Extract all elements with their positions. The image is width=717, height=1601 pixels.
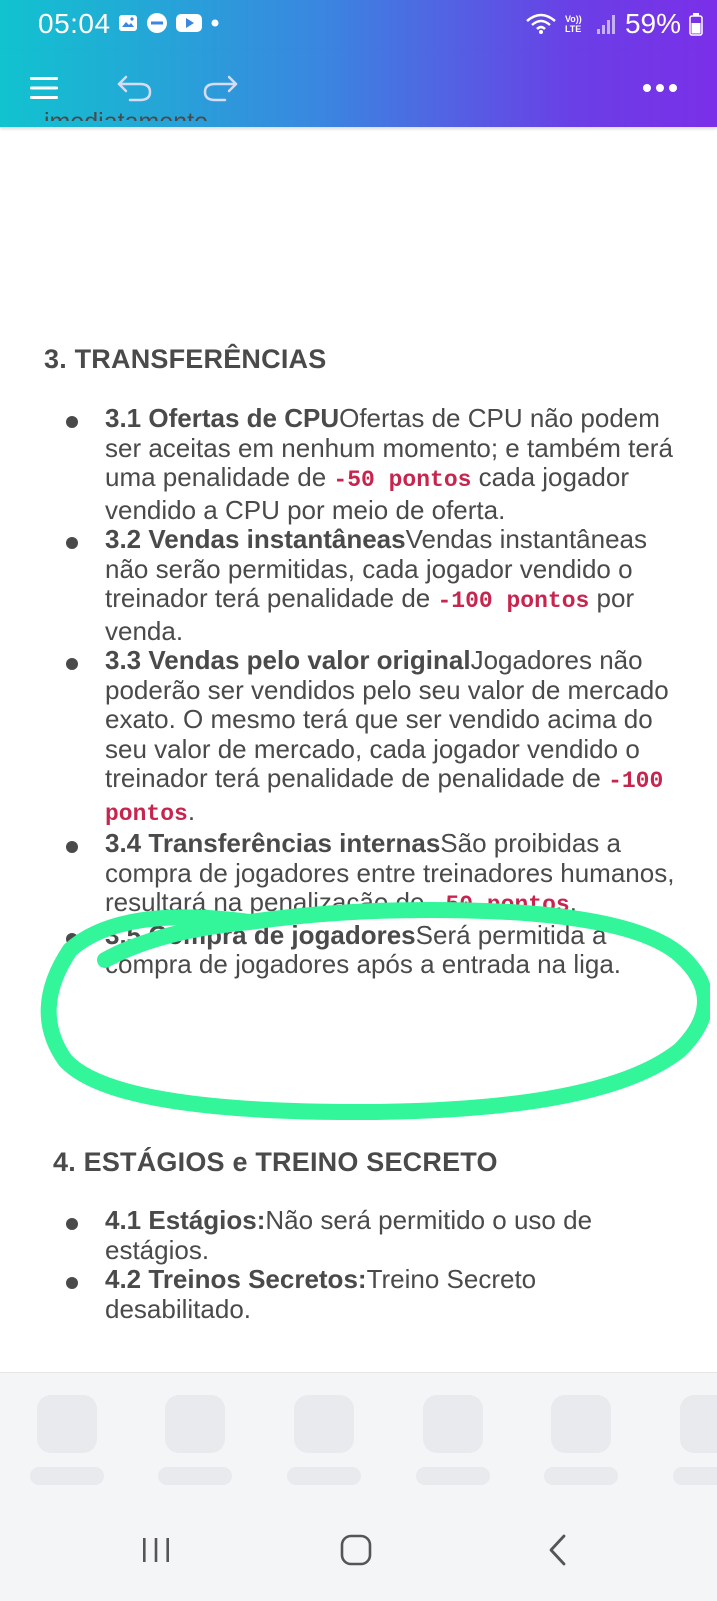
item-heading: 3.3 Vendas pelo valor original	[105, 645, 471, 675]
item-text: Não será permitido o uso de estágios.	[105, 1205, 593, 1265]
menu-icon[interactable]	[20, 64, 68, 112]
item-text-after: .	[569, 887, 577, 917]
item-heading: 3.4 Transferências internas	[105, 828, 441, 858]
recent-apps-icon	[140, 1536, 172, 1564]
battery-percent: 59%	[624, 8, 681, 39]
section-3-list	[66, 404, 686, 980]
wifi-icon	[525, 12, 557, 36]
section-4-title: 4. ESTÁGIOS e TREINO SECRETO	[53, 1147, 498, 1177]
item-text: São proibidas a compra de jogadores entre treinadores humanos, resultará na penalização de	[105, 828, 675, 917]
more-icon[interactable]	[636, 64, 684, 112]
tool-placeholder-icon[interactable]	[551, 1395, 611, 1453]
item-text-after: cada jogador vendido a CPU por meio de oferta.	[105, 462, 629, 525]
item-heading: 3.1 Ofertas de CPU	[105, 403, 340, 433]
undo-icon[interactable]	[111, 64, 159, 112]
status-bar	[0, 0, 717, 50]
item-text: Será permitida a compra de jogadores após a entrada na liga.	[105, 919, 622, 979]
list-item	[66, 404, 686, 525]
tool-placeholder-label	[544, 1467, 618, 1485]
do-not-disturb-icon	[146, 12, 168, 34]
system-status	[525, 8, 703, 40]
lte-icon: Vo)) LTE	[564, 14, 582, 34]
item-text-after: .	[187, 795, 196, 826]
tool-placeholder-label	[673, 1467, 717, 1485]
redo-icon[interactable]	[196, 64, 244, 112]
back-button[interactable]	[528, 1520, 588, 1580]
list-item	[66, 525, 686, 646]
gallery-icon	[118, 13, 138, 33]
tool-placeholder-icon[interactable]	[294, 1395, 354, 1453]
penalty-code: -50 pontos	[431, 892, 570, 918]
list-item	[66, 1265, 686, 1324]
penalty-code: -50 pontos	[333, 467, 472, 493]
item-heading: 3.5 Compra de jogadores	[105, 919, 416, 950]
tool-placeholder-label	[287, 1467, 361, 1485]
youtube-icon	[176, 13, 202, 33]
battery-icon	[689, 12, 703, 36]
section-4-list	[66, 1206, 686, 1324]
tool-placeholder-icon[interactable]	[680, 1395, 717, 1453]
list-item	[66, 1206, 686, 1265]
recent-apps-button[interactable]	[126, 1520, 186, 1580]
signal-icon	[595, 13, 617, 35]
penalty-code: -100 pontos	[105, 768, 664, 827]
tool-placeholder-icon[interactable]	[423, 1395, 483, 1453]
item-text: Jogadores não poderão ser vendidos pelo seu valor de mercado exato. O mesmo terá que ser vendido acima do seu valor de mercado, cada jogador vendido o treinador terá penalidade de penalidade de	[105, 645, 669, 793]
list-item	[66, 829, 686, 921]
home-button[interactable]	[326, 1520, 386, 1580]
section-3-title: 3. TRANSFERÊNCIAS	[44, 344, 327, 374]
list-item	[66, 646, 686, 829]
dot-icon	[210, 18, 220, 28]
notification-icons	[118, 12, 220, 34]
list-item	[66, 921, 686, 980]
penalty-code: -100 pontos	[437, 588, 590, 614]
tool-placeholder-label	[158, 1467, 232, 1485]
tool-placeholder-icon[interactable]	[165, 1395, 225, 1453]
back-icon	[546, 1533, 570, 1567]
item-text-after: por venda.	[105, 583, 635, 646]
tool-placeholder-label	[30, 1467, 104, 1485]
item-text: Vendas instantâneas não serão permitidas, cada jogador vendido o treinador terá penalidade de	[105, 524, 648, 613]
item-heading: 4.2 Treinos Secretos:	[105, 1264, 367, 1294]
tool-placeholder-label	[416, 1467, 490, 1485]
item-heading: 4.1 Estágios:	[105, 1205, 266, 1235]
item-heading: 3.2 Vendas instantâneas	[105, 524, 406, 554]
item-text: Ofertas de CPU não podem ser aceitas em nenhum momento; e também terá uma penalidade de	[105, 403, 673, 492]
home-icon	[340, 1534, 372, 1566]
status-time: 05:04	[38, 8, 111, 39]
tool-placeholder-icon[interactable]	[37, 1395, 97, 1453]
item-text: Treino Secreto desabilitado.	[105, 1264, 537, 1324]
